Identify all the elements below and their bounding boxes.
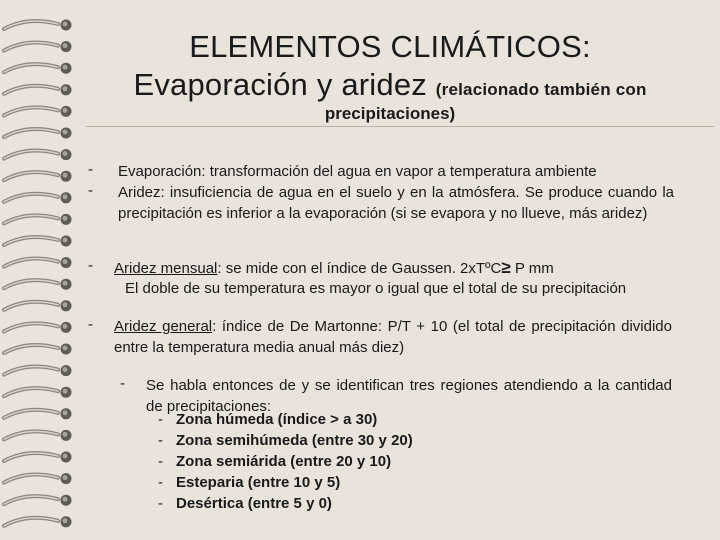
bullet-dash: - xyxy=(88,182,93,199)
greater-equal-symbol: ≥ xyxy=(501,258,511,277)
title-line-1: ELEMENTOS CLIMÁTICOS: xyxy=(189,29,591,64)
mensual-formula: : se mide con el índice de Gaussen. 2xTºC xyxy=(217,260,502,277)
zone-dash: - xyxy=(158,495,163,512)
title-line-3: precipitaciones) xyxy=(324,104,456,123)
zone-label: Zona semiárida (entre 20 y 10) xyxy=(176,453,392,470)
mensual-explanation: El doble de su temperatura es mayor o igual que el total de su precipitación xyxy=(125,280,627,297)
spiral-binding xyxy=(0,0,82,540)
zone-item xyxy=(158,493,332,514)
zone-item xyxy=(158,472,340,493)
zone-dash: - xyxy=(158,432,163,449)
term-aridez-mensual: Aridez mensual xyxy=(114,260,218,277)
title-divider xyxy=(86,126,714,127)
term-aridez-general: Aridez general xyxy=(114,318,213,335)
zone-item xyxy=(158,430,413,451)
bullet-dash: - xyxy=(120,375,125,392)
bullet-dash: - xyxy=(88,257,93,274)
bullet-dash: - xyxy=(88,161,93,178)
item-aridez-mensual xyxy=(114,257,694,279)
zone-dash: - xyxy=(158,453,163,470)
zone-label: Zona húmeda (índice > a 30) xyxy=(176,411,378,428)
zone-label: Desértica (entre 5 y 0) xyxy=(176,495,332,512)
item-aridez: Aridez: insuficiencia de agua en el suelo y en la atmósfera. Se produce cuando la precipitación es inferior a la evaporación (si se evapora y no llueve, más aridez) xyxy=(118,184,674,222)
zone-dash: - xyxy=(158,411,163,428)
title-line-2 xyxy=(80,66,700,109)
zone-label: Esteparia (entre 10 y 5) xyxy=(176,474,341,491)
general-text: : índice de De Martonne: P/T + 10 (el total de precipitación dividido entre la temperatura media anual más diez) xyxy=(114,318,672,356)
zone-dash: - xyxy=(158,474,163,491)
title-main: Evaporación y aridez xyxy=(133,67,427,102)
item-evaporacion: Evaporación: transformación del agua en vapor a temperatura ambiente xyxy=(118,163,597,180)
title-note: (relacionado también con xyxy=(435,80,647,99)
item-aridez-general xyxy=(114,316,672,358)
slide-title xyxy=(80,28,700,109)
zone-label: Zona semihúmeda (entre 30 y 20) xyxy=(176,432,413,449)
zone-item xyxy=(158,451,391,472)
bullet-dash: - xyxy=(88,316,93,333)
mensual-end: P mm xyxy=(510,260,554,277)
zone-item xyxy=(158,409,377,430)
item-regiones: Se habla entonces de y se identifican tres regiones atendiendo a la cantidad de precipitaciones: xyxy=(146,377,672,415)
